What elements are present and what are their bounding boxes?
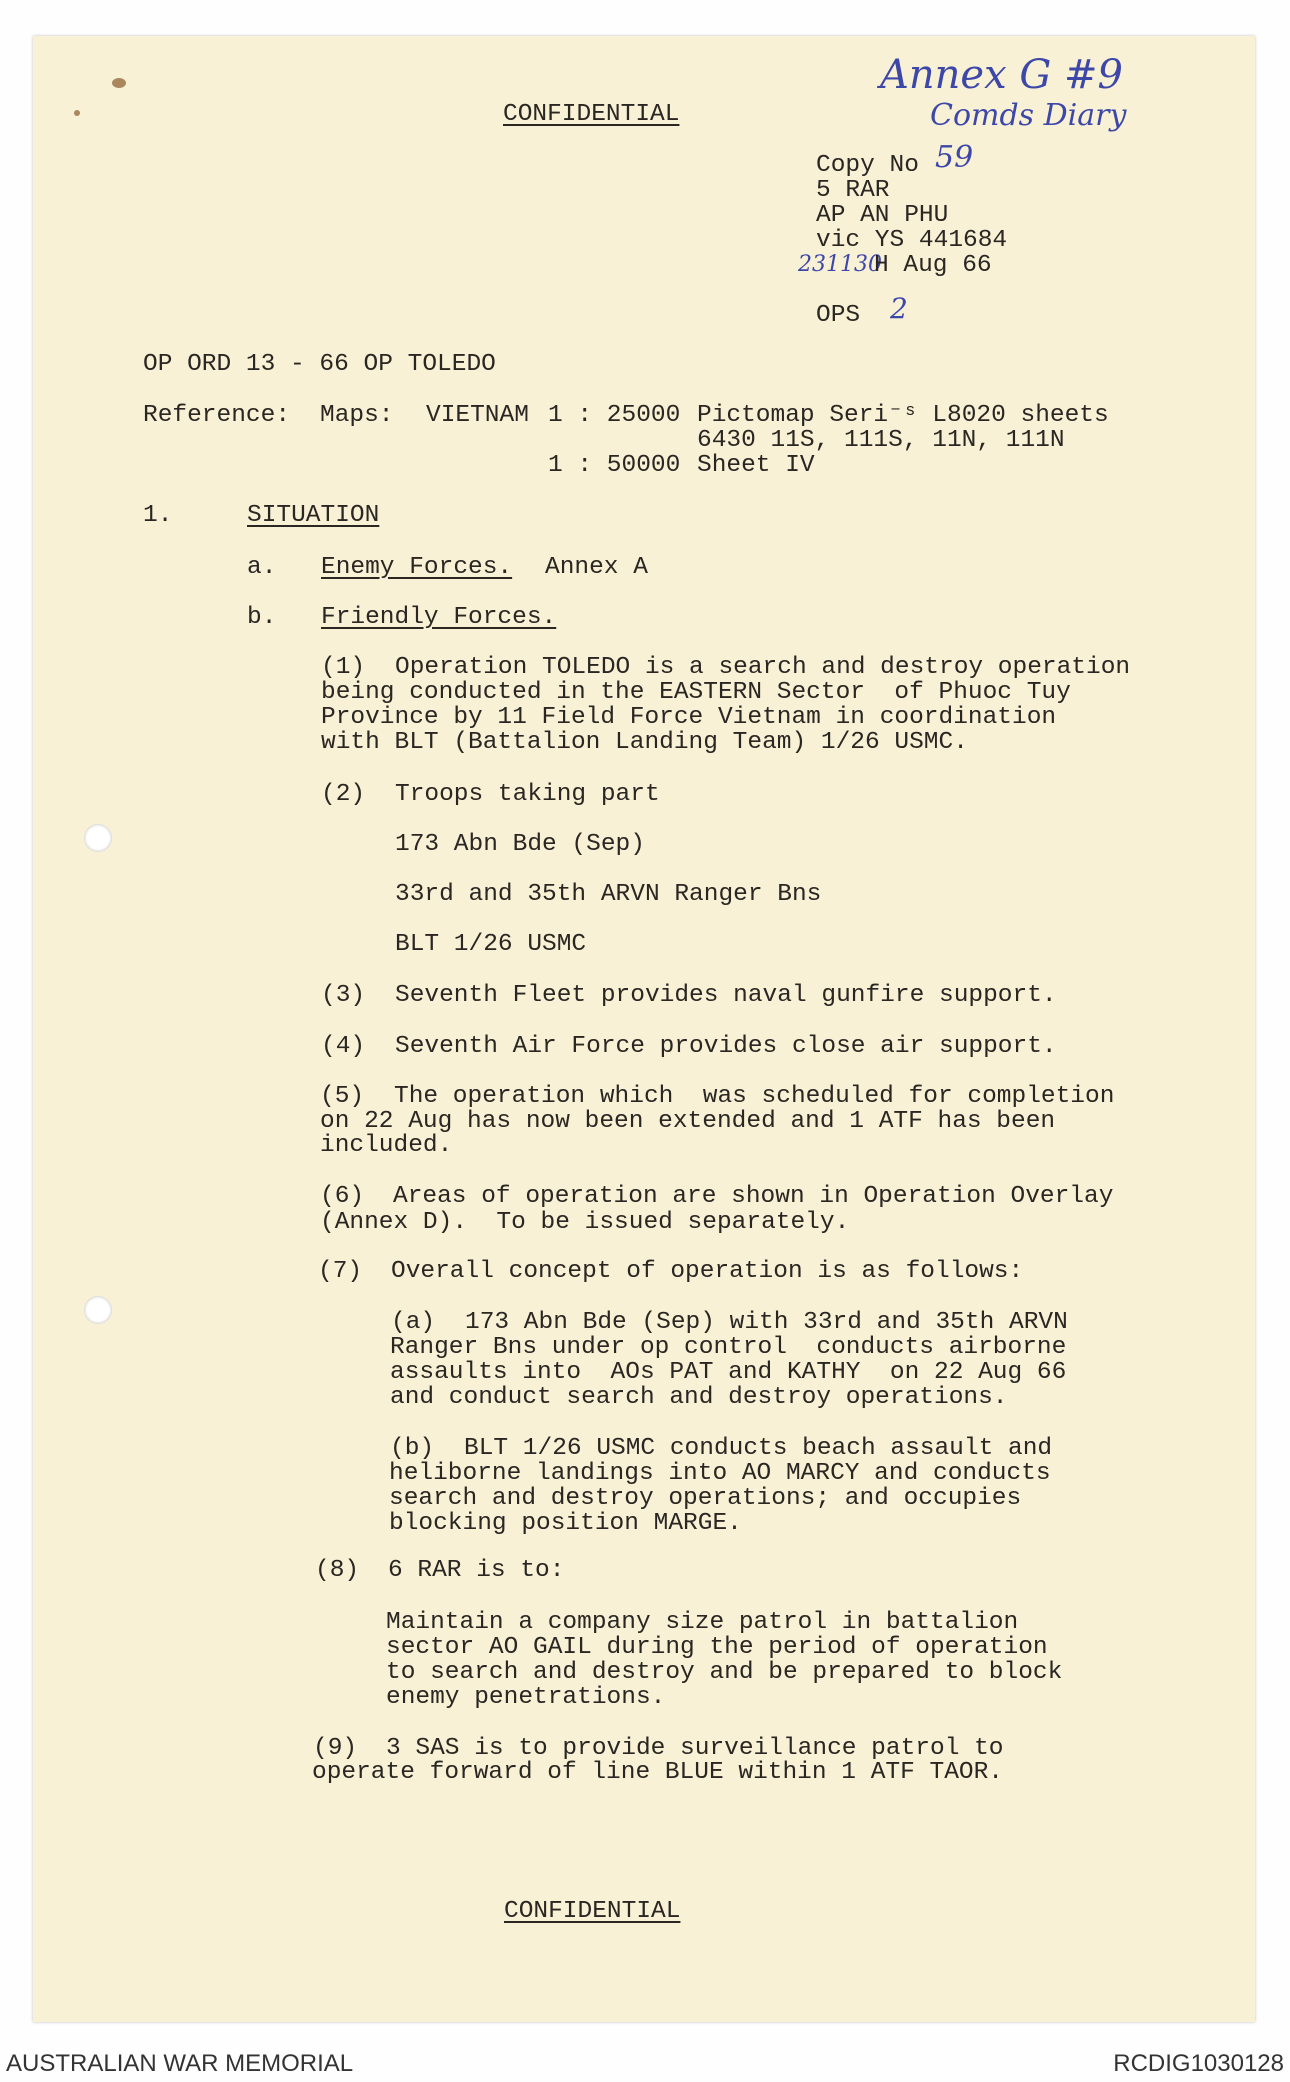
- para-text: Troops taking part: [395, 781, 660, 808]
- unit: 5 RAR: [816, 177, 890, 204]
- para-number: (8): [315, 1557, 360, 1584]
- para-text: Seventh Fleet provides naval gunfire support.: [395, 982, 1057, 1009]
- para-number: (5): [320, 1083, 365, 1110]
- ops-label: OPS: [816, 302, 861, 329]
- copy-label: Copy No: [816, 152, 919, 179]
- para-text: sector AO GAIL during the period of operation: [386, 1634, 1048, 1661]
- order-title: OP ORD 13 - 66 OP TOLEDO: [143, 351, 496, 378]
- section-heading: SITUATION: [247, 502, 380, 529]
- para-text: heliborne landings into AO MARCY and conducts: [389, 1460, 1051, 1487]
- subsection-letter: b.: [247, 604, 277, 631]
- handwritten-annotation: Comds Diary: [930, 98, 1127, 133]
- para-text: Ranger Bns under op control conducts airborne: [390, 1334, 1067, 1361]
- list-item: BLT 1/26 USMC: [395, 931, 587, 958]
- para-text: Operation TOLEDO is a search and destroy operation: [395, 654, 1131, 681]
- classification-header: CONFIDENTIAL: [503, 101, 680, 128]
- archive-id: RCDIG1030128: [1113, 2050, 1284, 2077]
- para-number: (2): [321, 781, 366, 808]
- para-number: (4): [321, 1033, 366, 1060]
- subpara-number: (b): [390, 1435, 435, 1462]
- stain-mark: [112, 78, 126, 88]
- para-text: 6 RAR is to:: [388, 1557, 565, 1584]
- para-text: included.: [320, 1132, 453, 1159]
- subsection-heading: Friendly Forces.: [321, 604, 557, 631]
- maps-label: Maps:: [320, 402, 394, 429]
- archive-label: AUSTRALIAN WAR MEMORIAL: [6, 2050, 354, 2077]
- map-country: VIETNAM: [426, 402, 529, 429]
- para-number: (6): [320, 1183, 365, 1210]
- para-text: BLT 1/26 USMC conducts beach assault and: [464, 1435, 1053, 1462]
- para-text: Overall concept of operation is as follows:: [391, 1258, 1024, 1285]
- para-number: (9): [313, 1735, 358, 1762]
- para-text: operate forward of line BLUE within 1 ATF TAOR.: [312, 1759, 1004, 1786]
- para-number: (3): [321, 982, 366, 1009]
- para-text: Maintain a company size patrol in battalion: [386, 1609, 1019, 1636]
- punch-hole: [84, 824, 112, 852]
- subsection-heading: Enemy Forces.: [321, 554, 513, 581]
- subpara-number: (a): [391, 1309, 436, 1336]
- para-number: (7): [318, 1258, 363, 1285]
- dtg-typed: H Aug 66: [874, 252, 992, 279]
- classification-footer: CONFIDENTIAL: [504, 1898, 681, 1925]
- handwritten-annotation: Annex G #9: [880, 52, 1123, 98]
- para-text: being conducted in the EASTERN Sector of Phuoc Tuy: [321, 679, 1071, 706]
- para-text: 3 SAS is to provide surveillance patrol to: [386, 1735, 1004, 1762]
- list-item: 33rd and 35th ARVN Ranger Bns: [395, 881, 822, 908]
- stain-mark: [74, 110, 80, 116]
- list-item: 173 Abn Bde (Sep): [395, 831, 645, 858]
- location: AP AN PHU: [816, 202, 949, 229]
- para-text: blocking position MARGE.: [389, 1510, 742, 1537]
- dtg-handwritten: 231130: [798, 252, 882, 277]
- grid-reference: vic YS 441684: [816, 227, 1008, 254]
- map-scale: 1 : 50000: [548, 452, 681, 479]
- para-text: and conduct search and destroy operations.: [390, 1384, 1008, 1411]
- reference-label: Reference:: [143, 402, 291, 429]
- para-text: enemy penetrations.: [386, 1684, 666, 1711]
- para-text: to search and destroy and be prepared to block: [386, 1659, 1063, 1686]
- para-text: Seventh Air Force provides close air support.: [395, 1033, 1057, 1060]
- para-text: with BLT (Battalion Landing Team) 1/26 USMC.: [321, 729, 968, 756]
- copy-number: 59: [935, 140, 974, 175]
- para-text: on 22 Aug has now been extended and 1 ATF has been: [320, 1108, 1056, 1135]
- punch-hole: [84, 1296, 112, 1324]
- subsection-text: Annex A: [545, 554, 648, 581]
- para-text: Areas of operation are shown in Operation Overlay: [393, 1183, 1114, 1210]
- para-text: (Annex D). To be issued separately.: [320, 1209, 850, 1236]
- para-text: assaults into AOs PAT and KATHY on 22 Aug 66: [390, 1359, 1067, 1386]
- para-text: 173 Abn Bde (Sep) with 33rd and 35th ARVN: [465, 1309, 1068, 1336]
- para-text: Province by 11 Field Force Vietnam in coordination: [321, 704, 1057, 731]
- document-page: [33, 36, 1255, 2022]
- subsection-letter: a.: [247, 554, 277, 581]
- para-text: The operation which was scheduled for completion: [394, 1083, 1115, 1110]
- map-sheets: 6430 11S, 111S, 11N, 111N: [697, 427, 1065, 454]
- ops-number: 2: [890, 292, 908, 325]
- map-sheet: Sheet IV: [697, 452, 815, 479]
- para-text: search and destroy operations; and occupies: [389, 1485, 1022, 1512]
- map-series: Pictomap Seri⁻ˢ L8020 sheets: [697, 402, 1109, 429]
- section-number: 1.: [143, 502, 173, 529]
- map-scale: 1 : 25000: [548, 402, 681, 429]
- para-number: (1): [321, 654, 366, 681]
